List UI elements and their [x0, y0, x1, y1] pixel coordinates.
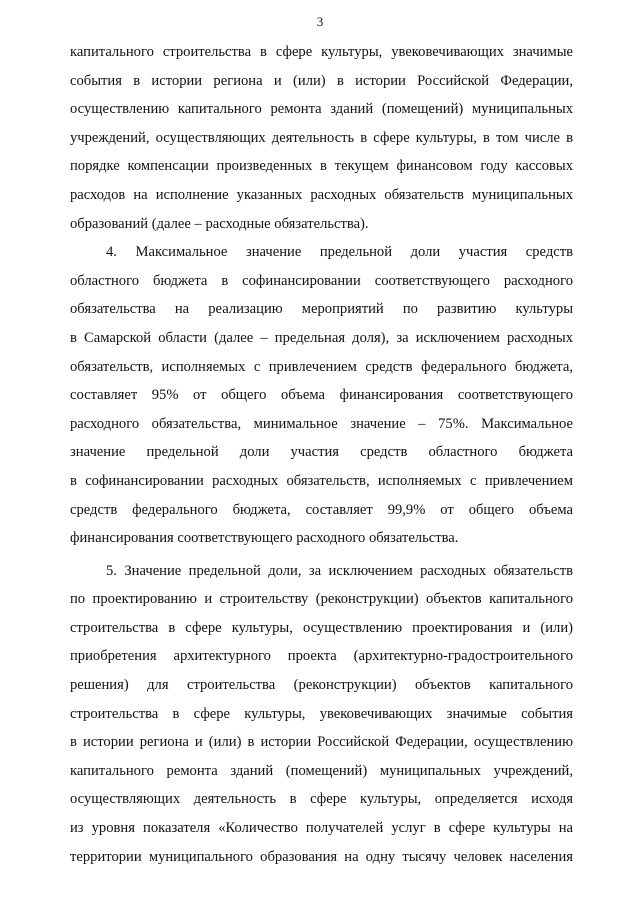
text-line: территории муниципального образования на одну тысячу человек населения: [70, 848, 573, 865]
paragraph-1: [70, 38, 573, 238]
text-line: осуществляющих деятельность в сфере культуры, определяется исходя: [70, 791, 573, 808]
text-line: осуществлению капитального ремонта зданий (помещений) муниципальных: [70, 101, 573, 118]
text-line: составляет 95% от общего объема финансирования соответствующего: [70, 387, 573, 404]
text-line: расходов на исполнение указанных расходных обязательств муниципальных: [70, 186, 573, 203]
text-line: образований (далее – расходные обязательства).: [70, 215, 369, 232]
text-line: финансирования соответствующего расходного обязательства.: [70, 530, 459, 547]
text-line: из уровня показателя «Количество получателей услуг в сфере культуры на: [70, 820, 573, 837]
text-line: строительства в сфере культуры, увековечивающих значимые события: [70, 705, 573, 722]
paragraph-3: [70, 557, 573, 872]
text-line: по проектированию и строительству (реконструкции) объектов капитального: [70, 591, 573, 608]
text-line: строительства в сфере культуры, осуществлению проектирования и (или): [70, 619, 573, 636]
text-line: капитального строительства в сфере культуры, увековечивающих значимые: [70, 44, 573, 60]
text-line: средств федерального бюджета, составляет 99,9% от общего объема: [70, 501, 573, 518]
text-line: 5. Значение предельной доли, за исключением расходных обязательств: [106, 562, 573, 579]
text-line: учреждений, осуществляющих деятельность в сфере культуры, в том числе в: [70, 129, 573, 146]
text-line: в Самарской области (далее – предельная доля), за исключением расходных: [70, 329, 573, 346]
text-line: в истории региона и (или) в истории Российской Федерации, осуществлению: [70, 734, 573, 751]
text-line: обязательства на реализацию мероприятий по развитию культуры: [70, 301, 573, 318]
text-line: события в истории региона и (или) в истории Российской Федерации,: [70, 72, 573, 89]
text-line: в софинансировании расходных обязательств, исполняемых с привлечением: [70, 472, 573, 489]
text-line: капитального ремонта зданий (помещений) муниципальных учреждений,: [70, 762, 573, 779]
text-line: 4. Максимальное значение предельной доли участия средств: [106, 244, 573, 261]
paragraph-2: [70, 238, 573, 553]
text-line: порядке компенсации произведенных в текущем финансовом году кассовых: [70, 158, 573, 175]
text-line: обязательств, исполняемых с привлечением средств федерального бюджета,: [70, 358, 573, 375]
text-line: областного бюджета в софинансировании соответствующего расходного: [70, 272, 573, 289]
text-line: расходного обязательства, минимальное значение – 75%. Максимальное: [70, 415, 573, 432]
page-number: 3: [316, 14, 324, 29]
body-text: [70, 38, 573, 871]
text-line: приобретения архитектурного проекта (архитектурно-градостроительного: [70, 648, 573, 665]
text-line: значение предельной доли участия средств областного бюджета: [70, 444, 573, 461]
text-line: решения) для строительства (реконструкции) объектов капитального: [70, 677, 573, 694]
